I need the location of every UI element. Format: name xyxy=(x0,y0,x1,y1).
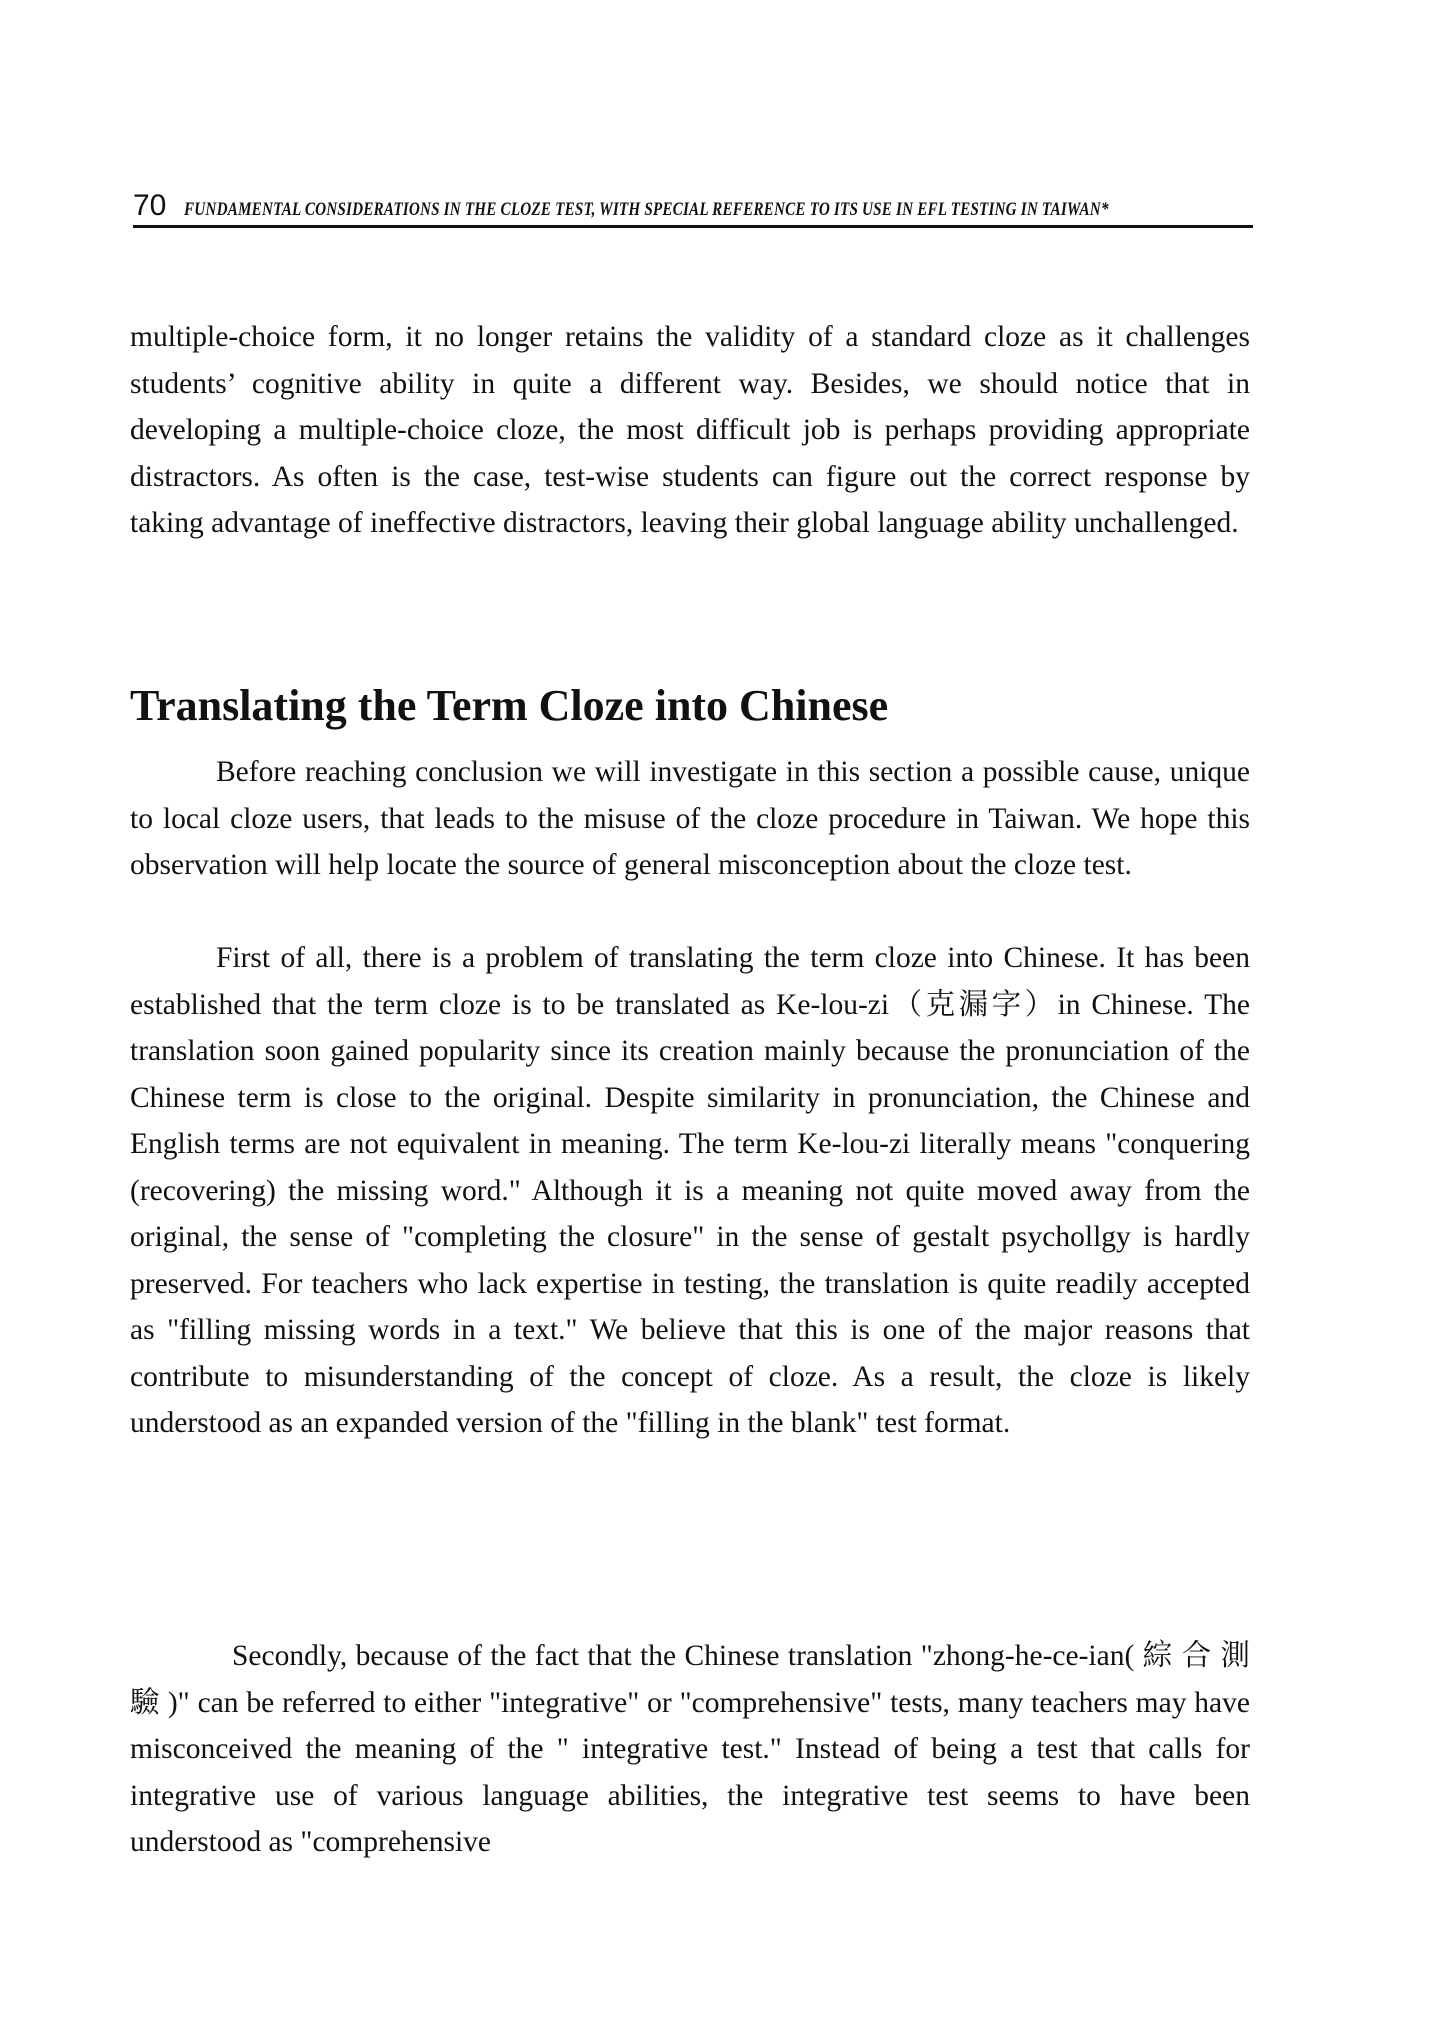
paragraph-second-point: Secondly, because of the fact that the Chinese translation "zhong-he-ce-ian( 綜 合 測 驗 )" can be referred to either "integrative" or "comprehensive" tests, many teachers may have misconceived the meaning of the " integrative test." Instead of being a test that calls for integrative use of various language abilities, the integrative test seems to have been understood as "comprehensive xyxy=(130,1640,1250,1858)
paragraph-first-point: First of all, there is a problem of translating the term cloze into Chinese. It has been established that the term cloze is to be translated as Ke-lou-zi（克漏字）in Chinese. The translation soon gained popularity since its creation mainly because the pronunciation of the Chinese term is close to the original. Despite similarity in pronunciation, the Chinese and English terms are not equivalent in meaning. The term Ke-lou-zi literally means "conquering (recovering) the missing word." Although it is a meaning not quite moved away from the original, the sense of "completing the closure" in the sense of gestalt psychollgy is hardly preserved. For teachers who lack expertise in testing, the translation is quite readily accepted as "filling missing words in a text." We believe that this is one of the major reasons that contribute to misunderstanding of the concept of cloze. As a result, the cloze is likely understood as an expanded version of the "filling in the blank" test format. xyxy=(130,942,1250,1439)
page-number: 70 xyxy=(133,189,167,222)
running-title: FUNDAMENTAL CONSIDERATIONS IN THE CLOZE TEST, WITH SPECIAL REFERENCE TO ITS USE IN EFL TESTING IN TAIWAN* xyxy=(184,199,1110,220)
running-header xyxy=(133,188,1253,228)
paragraph-intro: Before reaching conclusion we will investigate in this section a possible cause, unique to local cloze users, that leads to the misuse of the cloze procedure in Taiwan. We hope this observation will help locate the source of general misconception about the cloze test. xyxy=(130,756,1250,881)
paragraph-continued: multiple-choice form, it no longer retains the validity of a standard cloze as it challenges students’ cognitive ability in quite a different way. Besides, we should notice that in developing a multiple-choice cloze, the most difficult job is perhaps providing appropriate distractors. As often is the case, test-wise students can figure out the correct response by taking advantage of ineffective distractors, leaving their global language ability unchallenged. xyxy=(130,321,1250,539)
section-heading: Translating the Term Cloze into Chinese xyxy=(130,681,889,730)
